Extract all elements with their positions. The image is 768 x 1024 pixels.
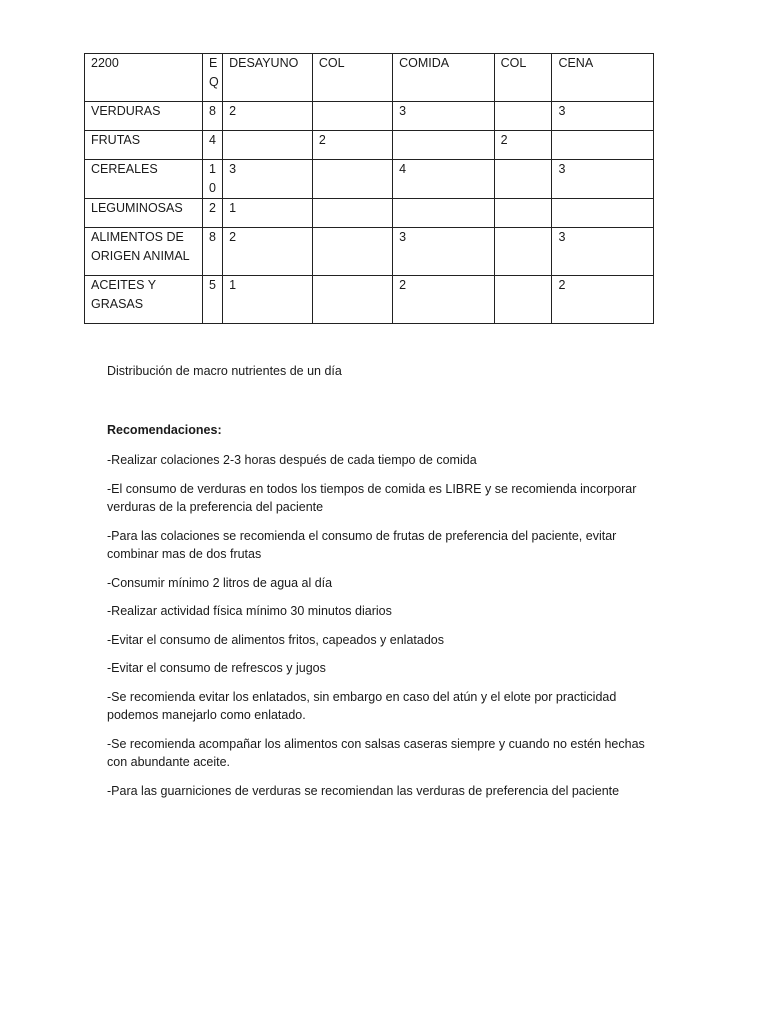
table-cell: [494, 199, 552, 228]
table-cell: 3: [552, 160, 654, 199]
recommendation-item: -Para las colaciones se recomienda el consumo de frutas de preferencia del paciente, evitar combinar mas de dos frutas: [107, 528, 617, 561]
recommendation-item: -Se recomienda evitar los enlatados, sin embargo en caso del atún y el elote por practicidad podemos manejarlo como enlatado.: [107, 689, 617, 722]
table-header-row: [85, 54, 654, 102]
header-cell-comida: COMIDA: [393, 54, 495, 102]
table-cell: 2: [203, 199, 223, 228]
row-label: LEGUMINOSAS: [85, 199, 203, 228]
table-cell: 2: [223, 102, 313, 131]
table-cell: 2: [312, 131, 392, 160]
header-cell-calories: 2200: [85, 54, 203, 102]
table-cell: 3: [552, 102, 654, 131]
row-label: CEREALES: [85, 160, 203, 199]
table-cell: 1: [223, 199, 313, 228]
meal-plan-table: [84, 53, 654, 324]
table-cell: [312, 228, 392, 276]
table-cell: 3: [223, 160, 313, 199]
table-row: [85, 228, 654, 276]
row-label: ACEITES Y GRASAS: [85, 276, 203, 324]
table-cell: [494, 276, 552, 324]
table-caption: Distribución de macro nutrientes de un día: [107, 364, 342, 378]
table-row: [85, 160, 654, 199]
table-row: [85, 102, 654, 131]
table-row: [85, 131, 654, 160]
table-cell: 10: [203, 160, 223, 199]
table-cell: 4: [393, 160, 495, 199]
table-cell: 2: [223, 228, 313, 276]
table-cell: 3: [393, 228, 495, 276]
table-cell: 8: [203, 228, 223, 276]
table-cell: [552, 199, 654, 228]
table-cell: 8: [203, 102, 223, 131]
header-cell-cena: CENA: [552, 54, 654, 102]
row-label: ALIMENTOS DE ORIGEN ANIMAL: [85, 228, 203, 276]
header-cell-col-1: COL: [312, 54, 392, 102]
row-label: FRUTAS: [85, 131, 203, 160]
recommendation-item: -El consumo de verduras en todos los tiempos de comida es LIBRE y se recomienda incorporar verduras de la preferencia del paciente: [107, 481, 637, 514]
recommendation-item: -Para las guarniciones de verduras se recomiendan las verduras de preferencia del paciente: [107, 783, 620, 798]
header-cell-col-2: COL: [494, 54, 552, 102]
recommendations-heading: Recomendaciones:: [107, 423, 222, 437]
table-cell: [494, 228, 552, 276]
table-cell: [494, 102, 552, 131]
table-cell: [312, 276, 392, 324]
table-cell: 1: [223, 276, 313, 324]
table-cell: 3: [552, 228, 654, 276]
table-cell: 2: [552, 276, 654, 324]
table-cell: [312, 102, 392, 131]
table-cell: [494, 160, 552, 199]
recommendation-item: -Consumir mínimo 2 litros de agua al día: [107, 575, 333, 590]
recommendation-item: -Realizar actividad física mínimo 30 minutos diarios: [107, 604, 392, 618]
table-cell: [552, 131, 654, 160]
table-cell: [393, 199, 495, 228]
table-cell: 4: [203, 131, 223, 160]
table-cell: [393, 131, 495, 160]
header-cell-eq: E Q: [203, 54, 223, 102]
recommendation-item: -Evitar el consumo de alimentos fritos, capeados y enlatados: [107, 632, 444, 647]
row-label: VERDURAS: [85, 102, 203, 131]
table-cell: 2: [494, 131, 552, 160]
recommendations-section: [107, 421, 647, 810]
table-row: [85, 276, 654, 324]
table-cell: [312, 160, 392, 199]
recommendation-item: -Realizar colaciones 2-3 horas después de cada tiempo de comida: [107, 453, 477, 467]
table-cell: 2: [393, 276, 495, 324]
table-cell: [223, 131, 313, 160]
table-cell: 5: [203, 276, 223, 324]
table-cell: [312, 199, 392, 228]
recommendation-item: -Evitar el consumo de refrescos y jugos: [107, 661, 326, 675]
recommendation-item: -Se recomienda acompañar los alimentos con salsas caseras siempre y cuando no estén hechas con abundante aceite.: [107, 736, 645, 769]
header-cell-desayuno: DESAYUNO: [223, 54, 313, 102]
table-cell: 3: [393, 102, 495, 131]
table-row: [85, 199, 654, 228]
